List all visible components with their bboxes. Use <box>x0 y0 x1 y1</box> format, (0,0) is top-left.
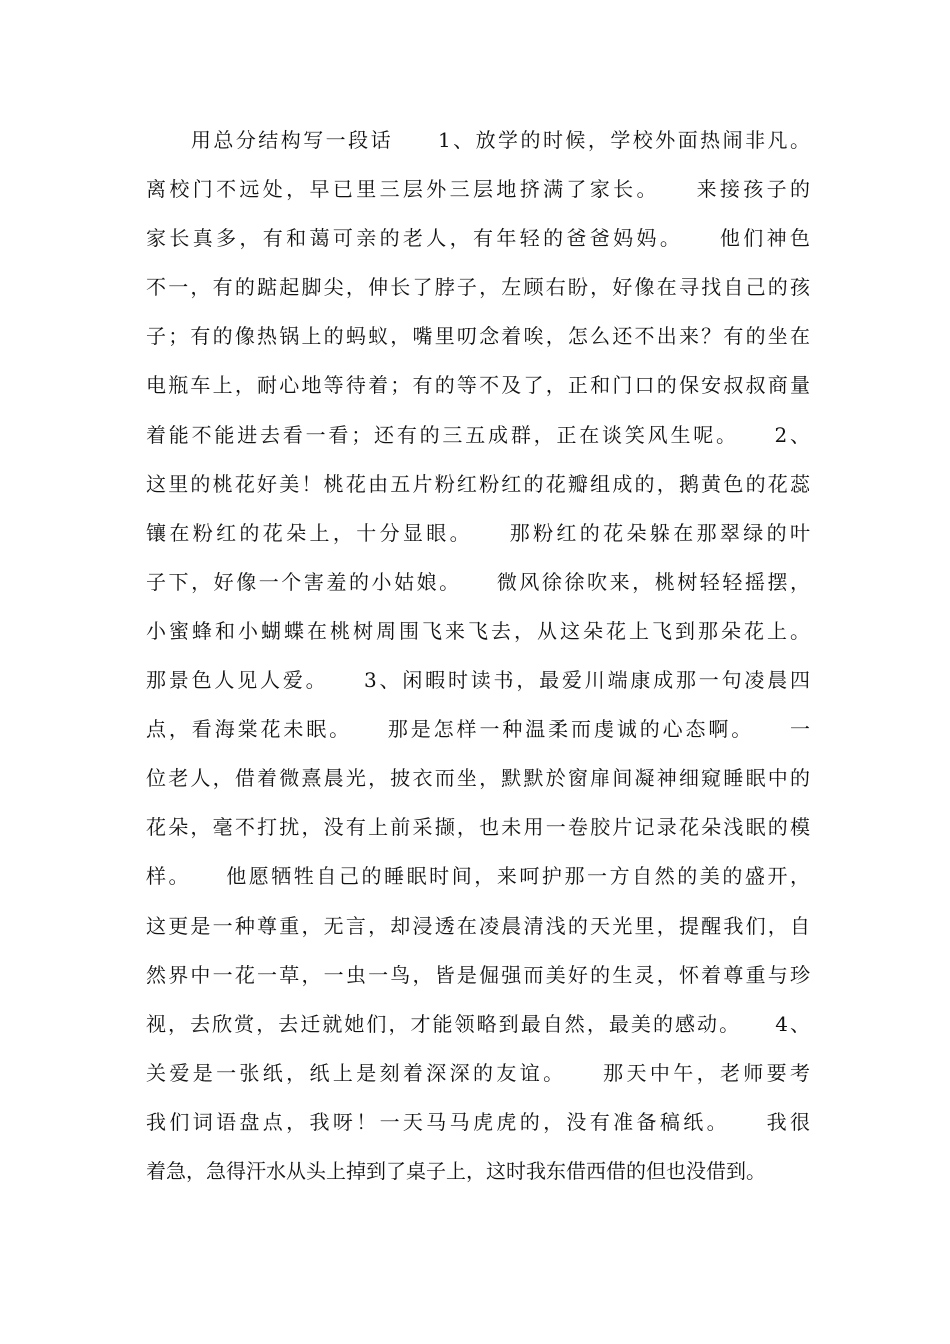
text-line: 电瓶车上，耐心地等待着；有的等不及了，正和门口的保安叔叔商量 <box>146 373 810 398</box>
text-line: 这更是一种尊重，无言，却浸透在凌晨清浅的天光里，提醒我们，自 <box>146 913 810 938</box>
text-line: 子下，好像一个害羞的小姑娘。 微风徐徐吹来，桃树轻轻摇摆， <box>146 569 810 594</box>
document-body <box>146 116 810 1196</box>
text-line: 关爱是一张纸，纸上是刻着深深的友谊。 那天中午，老师要考 <box>146 1060 810 1085</box>
text-line: 那景色人见人爱。 3、闲暇时读书，最爱川端康成那一句凌晨四 <box>146 668 810 693</box>
text-line: 用总分结构写一段话 1、放学的时候，学校外面热闹非凡。 <box>146 128 810 152</box>
text-line: 着急，急得汗水从头上掉到了桌子上，这时我东借西借的但也没借到。 <box>146 1158 766 1183</box>
text-line: 不一，有的踮起脚尖，伸长了脖子，左顾右盼，好像在寻找自己的孩 <box>146 275 810 300</box>
text-line: 离校门不远处，早已里三层外三层地挤满了家长。 来接孩子的 <box>146 177 810 202</box>
text-line: 子；有的像热锅上的蚂蚁，嘴里叨念着唉，怎么还不出来？有的坐在 <box>146 324 810 349</box>
text-line: 我们词语盘点，我呀！一天马马虎虎的，没有准备稿纸。 我很 <box>146 1109 810 1134</box>
text-line: 然界中一花一草，一虫一鸟，皆是倔强而美好的生灵，怀着尊重与珍 <box>146 962 810 987</box>
text-line: 着能不能进去看一看；还有的三五成群，正在谈笑风生呢。 2、 <box>146 422 810 447</box>
text-line: 视，去欣赏，去迁就她们，才能领略到最自然，最美的感动。 4、 <box>146 1011 810 1036</box>
text-line: 镶在粉红的花朵上，十分显眼。 那粉红的花朵躲在那翠绿的叶 <box>146 520 810 545</box>
text-line: 小蜜蜂和小蝴蝶在桃树周围飞来飞去，从这朵花上飞到那朵花上。 <box>146 618 810 643</box>
text-line: 位老人，借着微熹晨光，披衣而坐，默默於窗扉间凝神细窥睡眠中的 <box>146 766 810 791</box>
text-line: 点，看海棠花未眠。 那是怎样一种温柔而虔诚的心态啊。 一 <box>146 717 810 742</box>
text-line: 家长真多，有和蔼可亲的老人，有年轻的爸爸妈妈。 他们神色 <box>146 226 810 251</box>
text-line: 花朵，毫不打扰，没有上前采撷，也未用一卷胶片记录花朵浅眠的模 <box>146 815 810 840</box>
text-line: 样。 他愿牺牲自己的睡眠时间，来呵护那一方自然的美的盛开， <box>146 864 810 889</box>
text-line: 这里的桃花好美！桃花由五片粉红粉红的花瓣组成的，鹅黄色的花蕊 <box>146 471 810 496</box>
